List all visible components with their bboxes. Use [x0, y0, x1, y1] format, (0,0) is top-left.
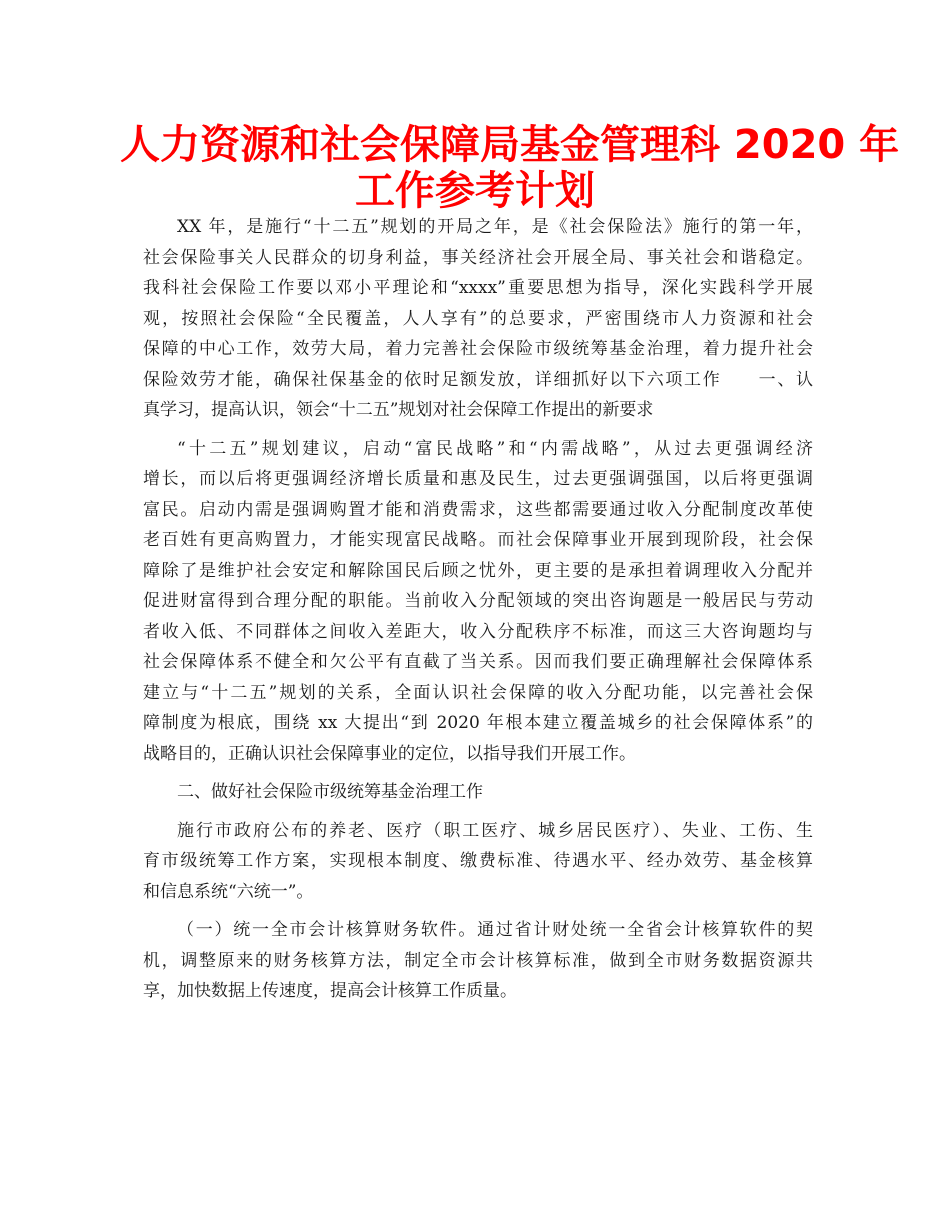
document-title-line-2: 工作参考计划 [355, 168, 595, 214]
body-line: 保障的中心工作，效劳大局，着力完善社会保险市级统筹基金治理，着力提升社会 [143, 339, 813, 359]
body-line: 观，按照社会保险“全民覆盖，人人享有”的总要求，严密围绕市人力资源和社会 [143, 308, 813, 329]
body-line: 育市级统筹工作方案，实现根本制度、缴费标准、待遇水平、经办效劳、基金核算 [143, 851, 813, 871]
body-line: “十二五”规划建议，启动“富民战略”和“内需战略”，从过去更强调经济 [177, 438, 813, 459]
body-line: 和信息系统“六统一”。 [143, 881, 314, 902]
body-line: 享，加快数据上传速度，提高会计核算工作质量。 [143, 981, 517, 1001]
body-line: 战略目的，正确认识社会保障事业的定位，以指导我们开展工作。 [143, 743, 636, 764]
body-line: 老百姓有更高购置力，才能实现富民战略。而社会保障事业开展到现阶段，社会保 [143, 530, 813, 550]
body-line: 障除了是维护社会安定和解除国民后顾之忧外，更主要的是承担着调理收入分配并 [143, 560, 813, 581]
body-line: 我科社会保险工作要以邓小平理论和“xxxx”重要思想为指导，深化实践科学开展 [143, 278, 813, 298]
body-line: 社会保障体系不健全和欠公平有直截了当关系。因而我们要正确理解社会保障体系 [143, 652, 813, 672]
section-heading: 二、做好社会保险市级统筹基金治理工作 [177, 782, 483, 802]
body-line: 机，调整原来的财务核算方法，制定全市会计核算标准，做到全市财务数据资源共 [143, 950, 813, 971]
body-line: XX 年，是施行“十二五”规划的开局之年，是《社会保险法》施行的第一年， [177, 217, 813, 237]
body-line: 真学习，提高认识，领会“十二五”规划对社会保障工作提出的新要求 [143, 400, 654, 420]
body-line: 施行市政府公布的养老、医疗（职工医疗、城乡居民医疗）、失业、工伤、生 [177, 820, 813, 841]
body-line: 富民。启动内需是强调购置才能和消费需求，这些都需要通过收入分配制度改革使 [143, 499, 813, 520]
body-line: 增长，而以后将更强调经济增长质量和惠及民生，过去更强调强国，以后将更强调 [143, 469, 813, 489]
document-title-line-1: 人力资源和社会保障局基金管理科 2020 年 [120, 122, 900, 168]
body-line: 者收入低、不同群体之间收入差距大，收入分配秩序不标准，而这三大咨询题均与 [143, 621, 813, 642]
body-line: 建立与“十二五”规划的关系，全面认识社会保障的收入分配功能，以完善社会保 [143, 682, 813, 703]
body-line: 障制度为根底，围绕 xx 大提出“到 2020 年根本建立覆盖城乡的社会保障体系”的 [143, 713, 813, 733]
document-body [143, 212, 813, 1007]
body-line: （一）统一全市会计核算财务软件。通过省计财处统一全省会计核算软件的契 [177, 920, 813, 940]
body-line: 社会保险事关人民群众的切身利益，事关经济社会开展全局、事关社会和谐稳定。 [143, 247, 813, 268]
body-line: 促进财富得到合理分配的职能。当前收入分配领域的突出咨询题是一般居民与劳动 [143, 591, 813, 611]
body-line: 保险效劳才能，确保社保基金的依时足额发放，详细抓好以下六项工作 一、认 [143, 369, 813, 390]
